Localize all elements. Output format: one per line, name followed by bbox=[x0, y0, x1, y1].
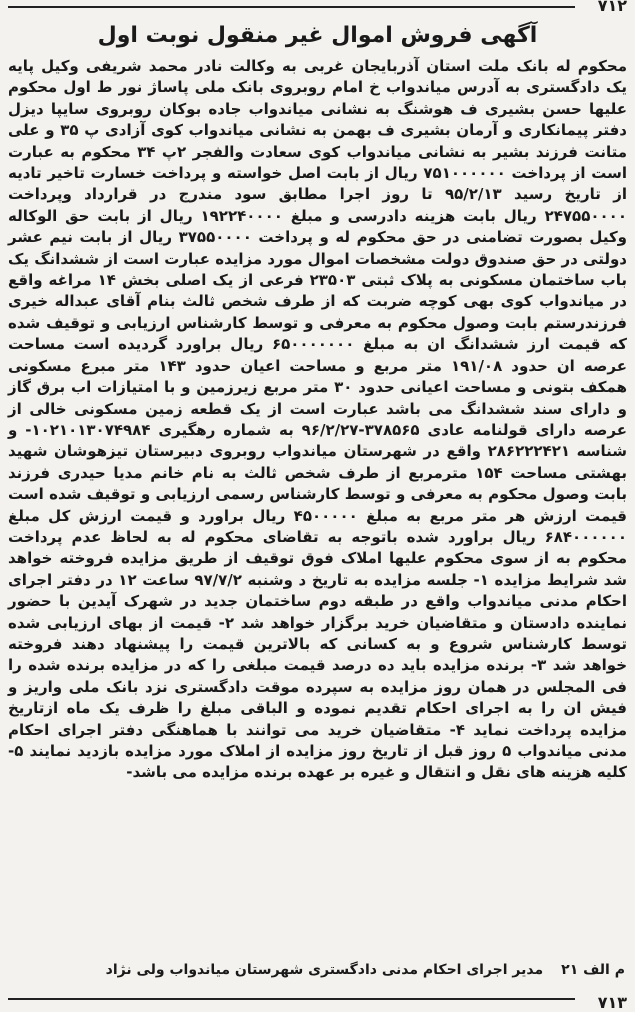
notice-signature-line bbox=[106, 962, 625, 978]
notice-signature: مدیر اجرای احکام مدنی دادگستری شهرستان میاندواب ولی نژاد bbox=[105, 962, 544, 978]
top-divider bbox=[8, 6, 575, 8]
bottom-divider bbox=[8, 998, 575, 1000]
notice-code: م الف ۲۱ bbox=[561, 962, 625, 978]
notice-title: آگهی فروش اموال غیر منقول نوبت اول bbox=[97, 23, 538, 48]
top-page-number: ۷۱۲ bbox=[597, 0, 627, 15]
notice-body: محکوم له بانک ملت استان آذربایجان غربی به وکالت نادر محمد شریفی وکیل پایه یک دادگستری به آدرس میاندواب خ امام روبروی بانک ملی پاساژ نور ط اول محکوم علیها حسن بشیری ف هوشنگ به نشانی میاندواب جاده بوکان روبروی سایپا دیزل دفتر پیمانکاری و آرمان بشیری ف بهمن به نشانی میاندواب کوی آزادی پ ۳۵ و علی متانت فرزند بشیر به نشانی میاندواب کوی سعادت والفجر ۲پ ۳۴ محکوم به عبارت است از پرداخت ۷۵۱۰۰۰۰۰۰ ریال از بابت اصل خواسته و پرداخت خسارت تاخیر تادیه از تاریخ رسید ۹۵/۲/۱۳ تا روز اجرا مطابق سود مندرج در قرارداد وپرداخت ۲۴۷۵۵۰۰۰۰ ریال بابت هزینه دادرسی و مبلغ ۱۹۲۲۴۰۰۰۰ ریال از بابت حق الوکاله وکیل بصورت تضامنی در حق محکوم له و پرداخت ۳۷۵۵۰۰۰۰ ریال از بابت نیم عشر دولتی در حق صندوق دولت مشخصات اموال مورد مزایده عبارت است از ششدانگ یک باب ساختمان مسکونی به پلاک ثبتی ۲۳۵۰۳ فرعی از یک اصلی بخش ۱۴ مراغه واقع در میاندواب کوی بهی کوچه ضربت که از طرف شخص ثالث بنام آقای عبداله خیری فرزندرستم بابت وصول محکوم به معرفی و توسط کارشناس ارزیابی و توقیف شده که قیمت ارز ششدانگ ان به مبلغ ۶۵۰۰۰۰۰۰۰ ریال براورد گردیده است مساحت عرصه ان حدود ۱۹۱/۰۸ متر مربع و مساحت اعیان حدود ۱۴۳ متر مبرع مسکونی همکف بتونی و مساحت اعیانی حدود ۳۰ متر مربع زیرزمین و با امتیازات اب برق گاز و دارای سند ششدانگ می باشد عبارت است از یک قطعه زمین مسکونی خالی از عرصه دارای قولنامه عادی ۳۷۸۵۶۵-۹۶/۲/۲۷ به شماره رهگیری ۱۰۲۱۰۱۳۰۷۴۹۸۴- و شناسه ۲۸۶۲۲۲۴۲۱ واقع در شهرستان میاندواب روبروی دبیرستان تیزهوشان شهید بهشتی مساحت ۱۵۴ مترمربع از طرف شخص ثالث به نام خانم مدیا حیدری فرزند بابت وصول محکوم به معرفی و توسط کارشناس رسمی ارزیابی و توقیف شده است قیمت ارزش هر متر مربع به مبلغ ۴۵۰۰۰۰۰ ریال براورد و قیمت ارزش کل مبلغ ۶۸۴۰۰۰۰۰۰ ریال براورد شده باتوجه به تقاضای محکوم له به لحاظ عدم پرداخت محکوم به از سوی محکوم علیها املاک فوق توقیف از طریق مزایده فروخته خواهد شد شرایط مزایده ۱- جلسه مزایده به تاریخ د وشنبه ۹۷/۷/۲ ساعت ۱۲ در دفتر اجرای احکام مدنی میاندواب واقع در طبقه دوم ساختمان جدید در شهرک آیدین با حضور نماینده دادستان و متقاضیان خرید برگزار خواهد شد ۲- قیمت از بهای ارزیابی شده توسط کارشناس شروع و به کسانی که بالاترین قیمت را پیشنهاد دهند فروخته خواهد شد ۳- برنده مزایده باید ده درصد قیمت مبلغی را که در مزایده برنده شده را فی المجلس در همان روز مزایده به سپرده موقت دادگستری نزد بانک ملی واریز و فیش ان را به اجرای احکام تقدیم نموده و الباقی مبلغ را ظرف یک ماه ازتاریخ مزایده پرداخت نماید ۴- متقاضیان خرید می توانند با هماهنگی دفتر اجرای احکام مدنی میاندواب ۵ روز قبل از تاریخ روز مزایده از املاک مورد مزایده بازدید نمایند ۵- کلیه هزینه های نقل و انتقال و غیره بر عهده برنده مزایده می باشد- bbox=[8, 57, 628, 782]
bottom-page-number: ۷۱۳ bbox=[597, 993, 627, 1012]
